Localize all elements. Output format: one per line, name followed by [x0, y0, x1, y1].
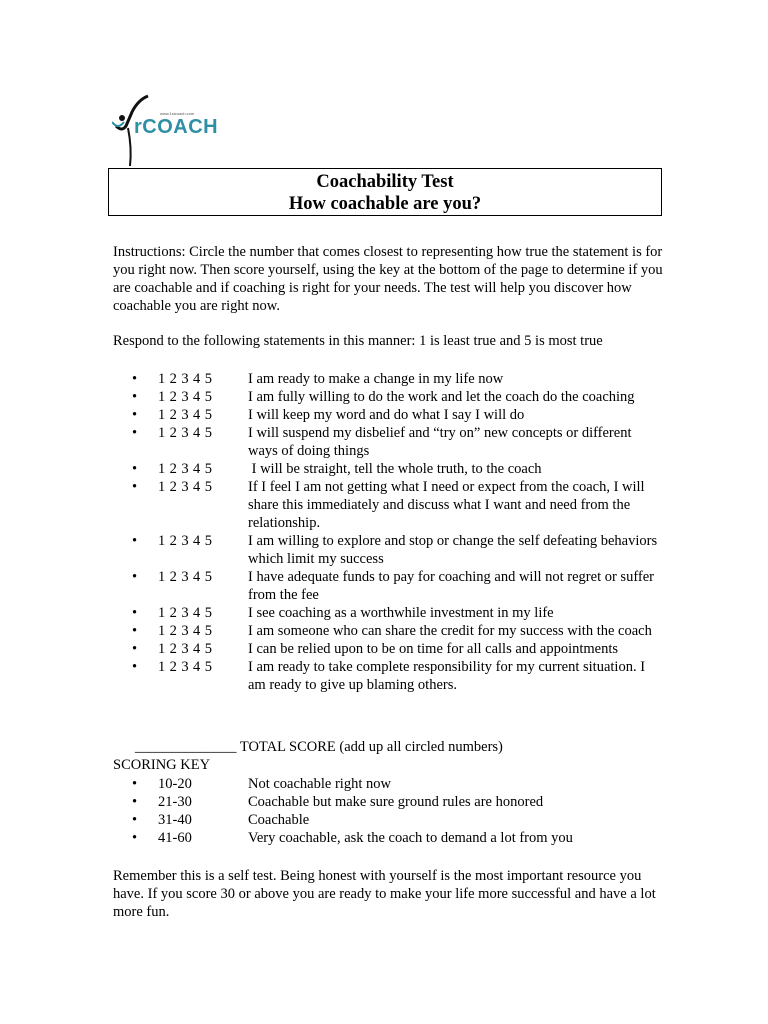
- score-description: Coachable: [248, 812, 310, 828]
- statement-text: I will be straight, tell the whole truth, to the coach: [248, 461, 542, 477]
- score-range: 10-20: [158, 776, 192, 792]
- bullet: •: [132, 776, 138, 792]
- statement-item: [113, 370, 663, 388]
- instructions: Instructions: Circle the number that comes closest to representing how true the statement is for you right now. Then score yourself, using the key at the bottom of the page to determine if you are coachable and if coaching is right for your needs. The test will help you discover how coachable you are right now.: [113, 244, 663, 314]
- total-score-line[interactable]: ______________ TOTAL SCORE (add up all circled numbers): [135, 739, 503, 755]
- page-title: Coachability Test: [316, 172, 454, 192]
- statement-text: I see coaching as a worthwhile investment in my life: [248, 605, 554, 621]
- scoring-key-item: [113, 829, 663, 847]
- rating-scale[interactable]: 1 2 3 4 5: [158, 533, 213, 549]
- statement-item: [113, 424, 663, 460]
- bullet: •: [132, 794, 138, 810]
- statement-text: I can be relied upon to be on time for all calls and appointments: [248, 641, 619, 657]
- statement-item: [113, 622, 663, 640]
- statement-item: [113, 640, 663, 658]
- page-subtitle: How coachable are you?: [288, 194, 482, 214]
- bullet: •: [132, 425, 138, 441]
- bullet: •: [132, 569, 138, 585]
- bullet: •: [132, 461, 138, 477]
- score-description: Very coachable, ask the coach to demand a lot from you: [248, 830, 573, 846]
- rating-scale[interactable]: 1 2 3 4 5: [158, 461, 213, 477]
- statement-item: [113, 460, 663, 478]
- statement-list: [113, 370, 663, 694]
- statement-text: I am willing to explore and stop or change the self defeating behaviors which limit my success: [248, 533, 658, 567]
- rating-scale[interactable]: 1 2 3 4 5: [158, 425, 213, 441]
- rating-scale[interactable]: 1 2 3 4 5: [158, 407, 213, 423]
- statement-item: [113, 568, 663, 604]
- scoring-key-item: [113, 793, 663, 811]
- bullet: •: [132, 623, 138, 639]
- scoring-key-title: SCORING KEY: [113, 757, 211, 773]
- rating-scale[interactable]: 1 2 3 4 5: [158, 623, 213, 639]
- statement-item: [113, 388, 663, 406]
- score-range: 31-40: [158, 812, 192, 828]
- statement-text: I will keep my word and do what I say I will do: [248, 407, 525, 423]
- bullet: •: [132, 533, 138, 549]
- statement-text: I will suspend my disbelief and “try on” new concepts or different ways of doing things: [248, 425, 632, 459]
- bullet: •: [132, 830, 138, 846]
- logo-tagline: www.1stcoach.com: [160, 111, 195, 116]
- statement-text: If I feel I am not getting what I need or expect from the coach, I will share this immediately and discuss what I want and need from the relationship.: [248, 479, 645, 531]
- bullet: •: [132, 371, 138, 387]
- rating-scale[interactable]: 1 2 3 4 5: [158, 569, 213, 585]
- score-range: 41-60: [158, 830, 192, 846]
- statement-text: I am fully willing to do the work and let the coach do the coaching: [248, 389, 635, 405]
- rating-scale[interactable]: 1 2 3 4 5: [158, 605, 213, 621]
- bullet: •: [132, 605, 138, 621]
- bullet: •: [132, 389, 138, 405]
- title-box: [108, 168, 662, 216]
- bullet: •: [132, 812, 138, 828]
- rating-scale[interactable]: 1 2 3 4 5: [158, 479, 213, 495]
- statement-text: I am ready to take complete responsibility for my current situation. I am ready to give up blaming others.: [248, 659, 646, 693]
- bullet: •: [132, 407, 138, 423]
- bullet: •: [132, 659, 138, 675]
- statement-item: [113, 532, 663, 568]
- bullet: •: [132, 641, 138, 657]
- bullet: •: [132, 479, 138, 495]
- closing-paragraph: Remember this is a self test. Being honest with yourself is the most important resource you have. If you score 30 or above you are ready to make your life more successful and have a lot more fun.: [113, 868, 656, 920]
- rating-scale[interactable]: 1 2 3 4 5: [158, 641, 213, 657]
- respond-instruction: Respond to the following statements in this manner: 1 is least true and 5 is most true: [113, 333, 603, 349]
- score-range: 21-30: [158, 794, 192, 810]
- rating-scale[interactable]: 1 2 3 4 5: [158, 389, 213, 405]
- score-description: Coachable but make sure ground rules are honored: [248, 794, 544, 810]
- statement-item: [113, 604, 663, 622]
- score-description: Not coachable right now: [248, 776, 391, 792]
- scoring-key-list: [113, 775, 663, 847]
- rating-scale[interactable]: 1 2 3 4 5: [158, 371, 213, 387]
- statement-item: [113, 478, 663, 532]
- statement-item: [113, 406, 663, 424]
- logo-text: rCOACH: [134, 116, 219, 138]
- rating-scale[interactable]: 1 2 3 4 5: [158, 659, 213, 675]
- statement-item: [113, 658, 663, 694]
- scoring-key-item: [113, 811, 663, 829]
- scoring-key-item: [113, 775, 663, 793]
- statement-text: I am someone who can share the credit for my success with the coach: [248, 623, 652, 639]
- statement-text: I have adequate funds to pay for coaching and will not regret or suffer from the fee: [248, 569, 654, 603]
- statement-text: I am ready to make a change in my life now: [248, 371, 504, 387]
